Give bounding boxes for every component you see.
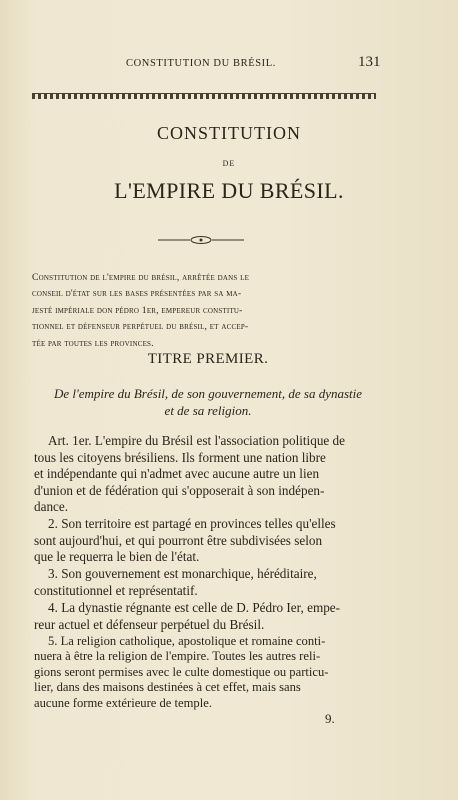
preamble-line: tée par toutes les provinces. [32,337,154,349]
article-4 [34,600,380,633]
article-line: d'union et de fédération qui s'opposerait à son indépen- [34,482,325,498]
article-line: 5. La religion catholique, apostolique et romaine conti- [48,634,326,648]
preamble-line: Constitution de l'empire du brésil, arrêtée dans le [32,272,250,283]
running-head: CONSTITUTION DU BRÉSIL. [126,58,277,69]
signature-mark: 9. [325,711,335,726]
subtitle-line: De l'empire du Brésil, de son gouvernement, de sa dynastie [53,386,363,401]
article-line: reur actuel et défenseur perpétuel du Brésil. [34,616,265,632]
article-line: dance. [34,499,69,515]
article-line: que le requerra le bien de l'état. [34,549,200,565]
article-line: nuera à être la religion de l'empire. Toutes les autres reli- [34,649,321,664]
article-line: 2. Son territoire est partagé en provinces telles qu'elles [48,516,336,531]
article-line: tous les citoyens brésiliens. Ils forment une nation libre [34,449,326,465]
article-line: gions seront permises avec le culte domestique ou particu- [34,664,329,679]
article-1 [34,433,380,516]
preamble-line: conseil d'état sur les bases présentées par sa ma- [32,288,242,300]
preamble-heading [32,270,378,352]
article-line: aucune forme extérieure de temple. [34,695,212,710]
titre-subtitle [40,385,376,419]
ornamental-rule [32,93,376,99]
article-3 [34,566,380,599]
page-number: 131 [358,54,381,70]
flourish-ornament [156,234,246,246]
article-5 [34,634,380,711]
article-line: Art. 1er. L'empire du Brésil est l'association politique de [48,433,346,448]
subtitle-line: et de sa religion. [164,403,252,418]
title-line-empire: L'EMPIRE DU BRÉSIL. [114,178,344,203]
title-line-de: DE [222,159,236,168]
preamble-line: jesté impériale don pédro 1er, empereur constitu- [32,304,243,316]
article-line: constitutionnel et représentatif. [34,582,198,598]
title-line-constitution: CONSTITUTION [157,123,301,143]
article-line: et indépendante qui n'admet avec aucune autre un lien [34,466,320,482]
article-line: 4. La dynastie régnante est celle de D. Pédro Ier, empe- [48,600,341,615]
preamble-line: tionnel et défenseur perpétuel du brésil, et accep- [32,321,249,333]
article-2 [34,516,380,566]
article-line: sont aujourd'hui, et qui pourront être subdivisées selon [34,532,323,548]
article-line: 3. Son gouvernement est monarchique, héréditaire, [48,566,317,581]
titre-heading: TITRE PREMIER. [147,351,269,367]
article-line: lier, dans des maisons destinées à cet effet, mais sans [34,680,301,695]
